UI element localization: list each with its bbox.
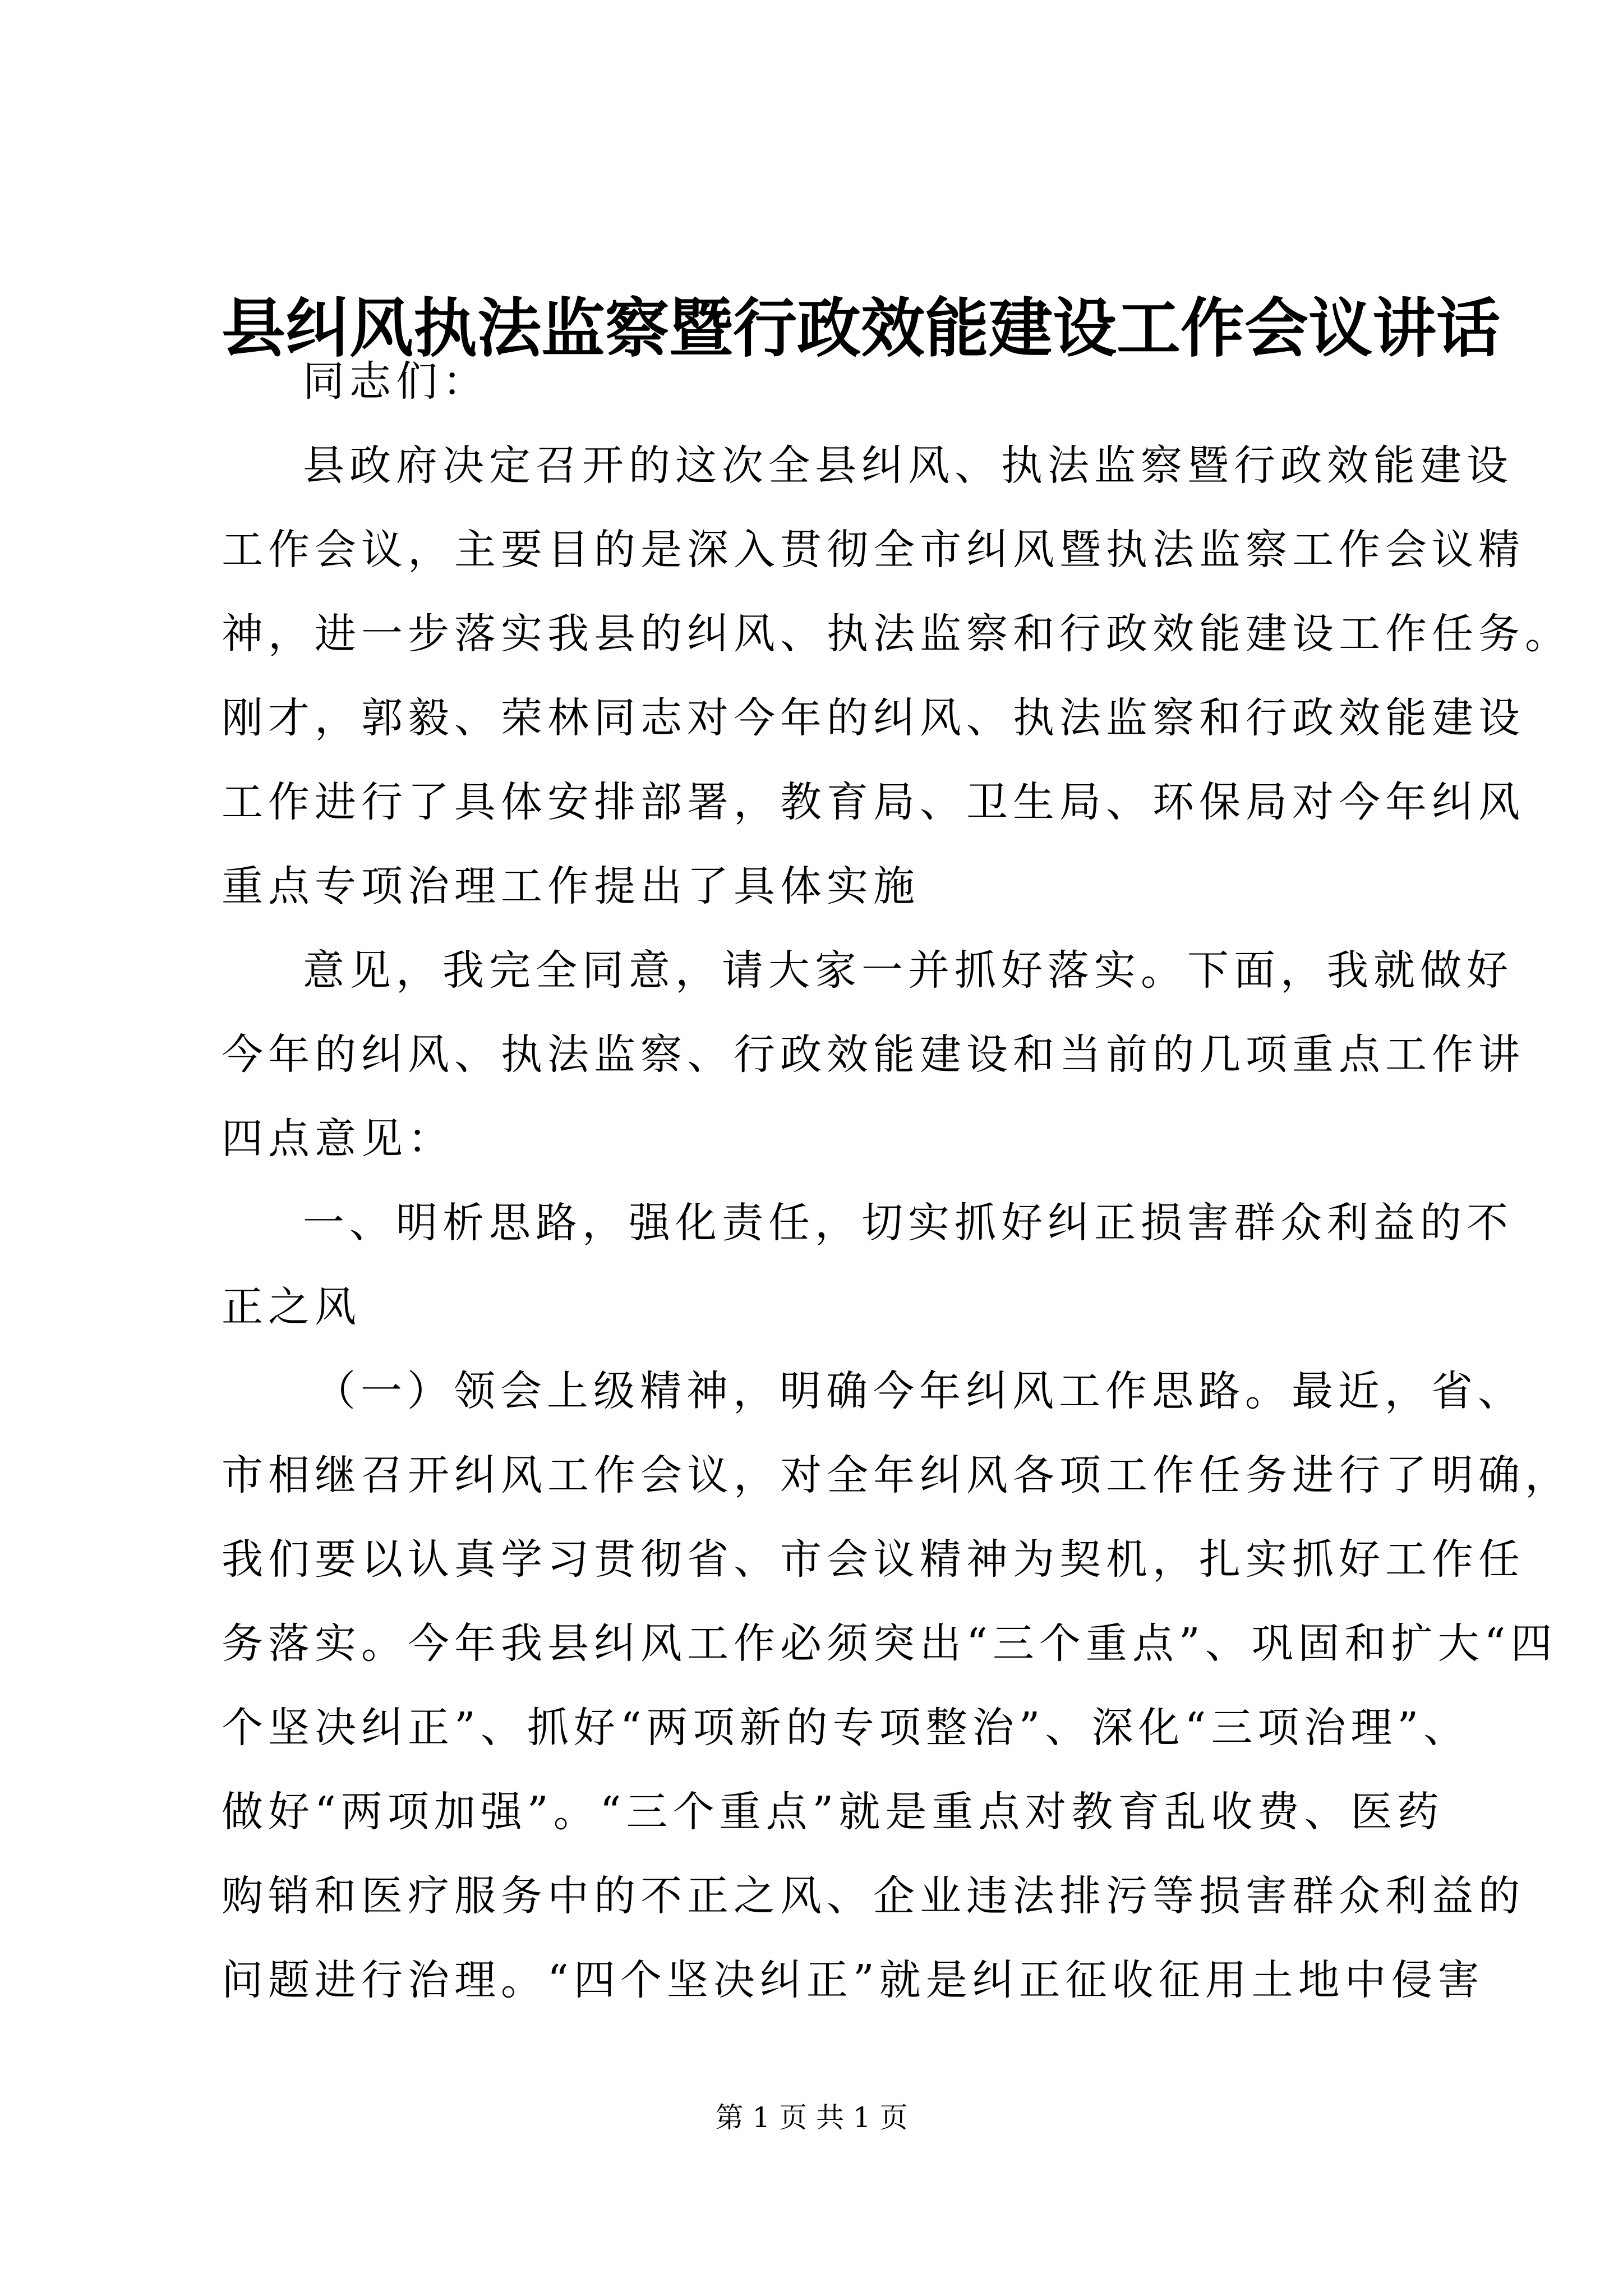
paragraph-line: 四点意见： xyxy=(222,1115,454,1163)
page-footer: 第 1 页 共 1 页 xyxy=(715,2101,908,2134)
paragraph-line: （一）领会上级精神，明确今年纠风工作思路。最近，省、 xyxy=(314,1367,1524,1415)
section-heading-line: 一、明析思路，强化责任，切实抓好纠正损害群众利益的不 xyxy=(303,1199,1513,1247)
paragraph-line: 意见，我完全同意，请大家一并抓好落实。下面，我就做好 xyxy=(303,946,1513,995)
paragraph-line: 工作进行了具体安排部署，教育局、卫生局、环保局对今年纠风 xyxy=(222,778,1525,826)
section-heading-line: 正之风 xyxy=(222,1283,361,1331)
paragraph-line: 务落实。今年我县纠风工作必须突出“三个重点”、巩固和扩大“四 xyxy=(222,1619,1557,1668)
paragraph-line: 做好“两项加强”。“三个重点”就是重点对教育乱收费、医药 xyxy=(222,1788,1444,1836)
paragraph-line: 县政府决定召开的这次全县纠风、执法监察暨行政效能建设 xyxy=(303,441,1513,490)
paragraph-line: 重点专项治理工作提出了具体实施 xyxy=(222,862,920,910)
paragraph-line: 市相继召开纠风工作会议，对全年纠风各项工作任务进行了明确， xyxy=(222,1451,1571,1499)
paragraph-line: 工作会议，主要目的是深入贯彻全市纠风暨执法监察工作会议精 xyxy=(222,526,1525,574)
salutation: 同志们： xyxy=(303,357,489,406)
paragraph-line: 今年的纠风、执法监察、行政效能建设和当前的几项重点工作讲 xyxy=(222,1030,1525,1079)
paragraph-line: 问题进行治理。“四个坚决纠正”就是纠正征收征用土地中侵害 xyxy=(222,1956,1484,2004)
paragraph-line: 神，进一步落实我县的纠风、执法监察和行政效能建设工作任务。 xyxy=(222,610,1571,658)
paragraph-line: 个坚决纠正”、抓好“两项新的专项整治”、深化“三项治理”、 xyxy=(222,1704,1470,1752)
paragraph-line: 我们要以认真学习贯彻省、市会议精神为契机，扎实抓好工作任 xyxy=(222,1535,1525,1584)
document-title: 县纠风执法监察暨行政效能建设工作会议讲话 xyxy=(222,291,1501,366)
paragraph-line: 刚才，郭毅、荣林同志对今年的纠风、执法监察和行政效能建设 xyxy=(222,694,1525,742)
paragraph-line: 购销和医疗服务中的不正之风、企业违法排污等损害群众利益的 xyxy=(222,1872,1525,1920)
